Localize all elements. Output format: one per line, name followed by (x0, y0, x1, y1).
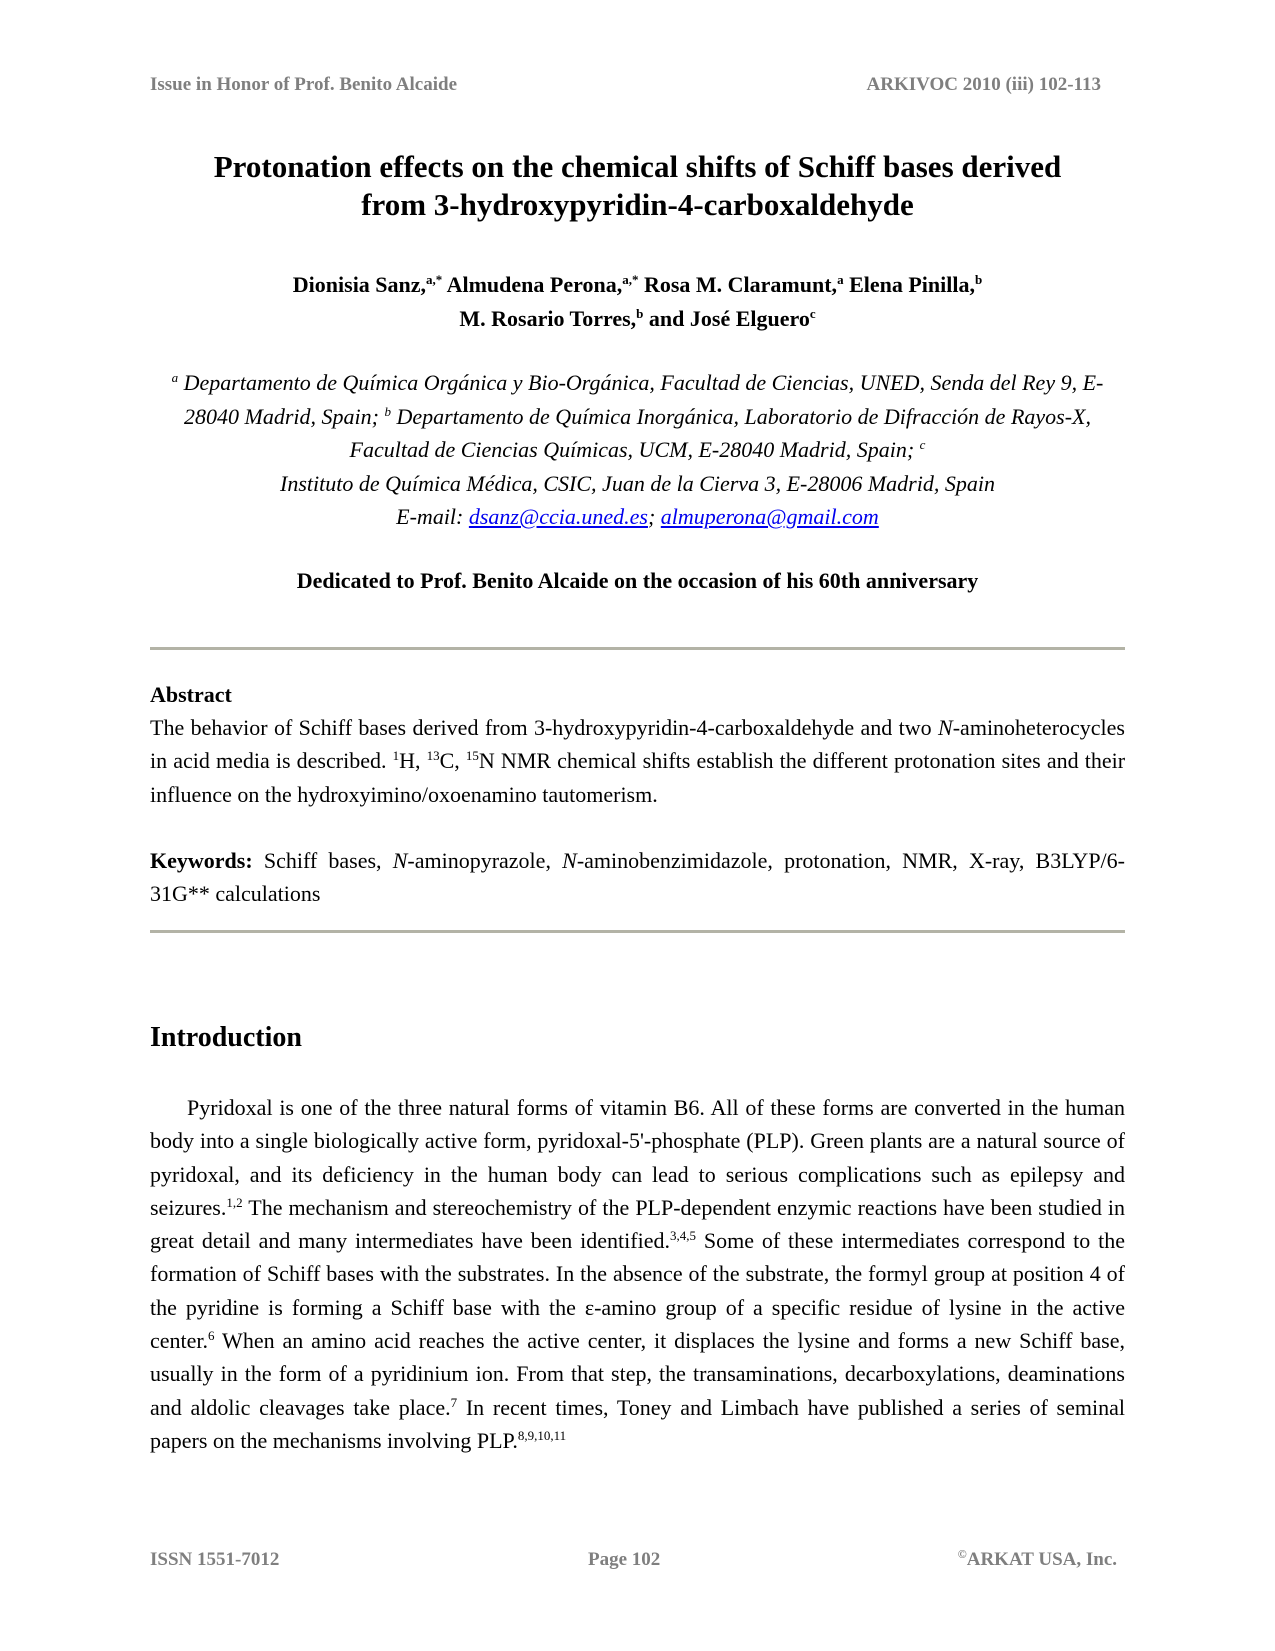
email-link-1[interactable]: dsanz@ccia.uned.es (468, 504, 648, 529)
author-affil-mark: b (636, 306, 644, 321)
author-name: Dionisia Sanz, (292, 272, 427, 297)
author-name: Elena Pinilla, (849, 272, 975, 297)
introduction-paragraph (150, 1091, 1125, 1457)
copyright-icon: © (957, 1547, 967, 1561)
keyword: Schiff bases, (263, 848, 382, 873)
isotope-mark: 1 (392, 748, 400, 764)
citation-ref: 1,2 (226, 1194, 243, 1210)
affil-b: Departamento de Química Inorgánica, Laboratorio de Difracción de Rayos-X, Facultad de Ciencias Químicas, UCM, E-28040 Madrid, Spain; (349, 403, 1091, 462)
abstract-segment: N NMR chemical shifts establish the different protonation sites and their influence on the hydroxyimino/oxoenamino tautomerism. (150, 748, 1126, 807)
affil-mark: c (919, 437, 926, 452)
keyword-italic: N (392, 848, 408, 873)
intro-segment: When an amino acid reaches the active center, it displaces the lysine and forms a new Schiff base, usually in the form of a pyridinium ion. From that step, the transaminations, decarboxylations, deaminations and aldolic cleavages take place. (150, 1328, 1125, 1420)
abstract-segment: C, (439, 748, 460, 774)
abstract-text (150, 711, 1125, 811)
paper-title (150, 148, 1125, 224)
author-affil-mark: a,* (426, 272, 443, 287)
footer-issn: ISSN 1551-7012 (150, 1549, 280, 1570)
isotope-mark: 15 (465, 748, 479, 764)
citation-ref: 8,9,10,11 (517, 1427, 567, 1443)
keyword: -aminobenzimidazole, protonation, NMR, X-ray, B3LYP/6-31G** calculations (150, 848, 1125, 907)
title-line-2: from 3-hydroxypyridin-4-carboxaldehyde (361, 187, 914, 222)
affil-mark: a (171, 370, 179, 385)
author-affil-mark: b (974, 272, 983, 287)
title-line-1: Protonation effects on the chemical shifts of Schiff bases derived (213, 149, 1062, 184)
affil-c: Instituto de Química Médica, CSIC, Juan de la Cierva 3, E-28006 Madrid, Spain (280, 470, 995, 496)
affil-mark: b (384, 403, 391, 419)
abstract-heading: Abstract (150, 682, 232, 707)
author-affil-mark: c (809, 306, 816, 321)
author-name: Rosa M. Claramunt, (643, 272, 838, 297)
email-separator: ; (647, 504, 656, 529)
author-name: M. Rosario Torres, (459, 306, 637, 331)
intro-segment: Pyridoxal is one of the three natural forms of vitamin B6. All of these forms are converted in the human body into a single biologically active form, pyridoxal-5'-phosphate (PLP). Green plants are a natural source of pyridoxal, and its deficiency in the human body can lead to serious complications such as epilepsy and seizures. (150, 1095, 1125, 1220)
abstract-segment: H, (399, 748, 421, 774)
section-heading-introduction: Introduction (150, 1022, 302, 1053)
email-label: E-mail: (396, 504, 464, 529)
author-name: Almudena Perona, (446, 272, 623, 297)
citation-ref: 6 (208, 1328, 215, 1344)
keywords-label: Keywords: (150, 848, 253, 873)
divider-top (150, 647, 1125, 650)
keywords (150, 844, 1125, 911)
citation-ref: 7 (450, 1394, 458, 1410)
email-link-2[interactable]: almuperona@gmail.com (660, 504, 879, 529)
publisher-name: ARKAT USA, Inc. (966, 1549, 1117, 1570)
affiliations (150, 366, 1125, 534)
divider-bottom (150, 930, 1125, 933)
citation-ref: 3,4,5 (669, 1228, 696, 1244)
abstract-segment: The behavior of Schiff bases derived from 3-hydroxypyridin-4-carboxaldehyde and two (150, 715, 932, 740)
author-affil-mark: a (837, 272, 844, 287)
footer-publisher (958, 1549, 1117, 1571)
dedication: Dedicated to Prof. Benito Alcaide on the occasion of his 60th anniversary (296, 568, 979, 593)
running-header-left: Issue in Honor of Prof. Benito Alcaide (150, 74, 458, 95)
keyword: -aminopyrazole, (407, 848, 551, 873)
intro-segment: Some of these intermediates correspond to the formation of Schiff bases with the substrates. In the absence of the substrate, the formyl group at position 4 of the pyridine is forming a Schiff base with the ε-amino group of a specific residue of lysine in the active center. (150, 1228, 1125, 1354)
abstract-segment: -aminoheterocycles in acid media is described. (150, 715, 1125, 774)
affil-a: Departamento de Química Orgánica y Bio-Orgánica, Facultad de Ciencias, UNED, Senda del Rey 9, E-28040 Madrid, Spain; (183, 370, 1104, 429)
footer-page-number: Page 102 (588, 1549, 661, 1570)
abstract-italic: N (938, 715, 953, 740)
author-name: and José Elguero (648, 306, 810, 331)
keyword-italic: N (562, 848, 577, 873)
isotope-mark: 13 (426, 748, 440, 764)
running-header-right: ARKIVOC 2010 (iii) 102-113 (866, 74, 1101, 95)
intro-segment: In recent times, Toney and Limbach have published a series of seminal papers on the mechanisms involving PLP. (150, 1394, 1125, 1453)
author-list (150, 268, 1125, 336)
author-affil-mark: a,* (622, 272, 639, 287)
intro-segment: The mechanism and stereochemistry of the PLP-dependent enzymic reactions have been studied in great detail and many intermediates have been identified. (150, 1194, 1125, 1254)
